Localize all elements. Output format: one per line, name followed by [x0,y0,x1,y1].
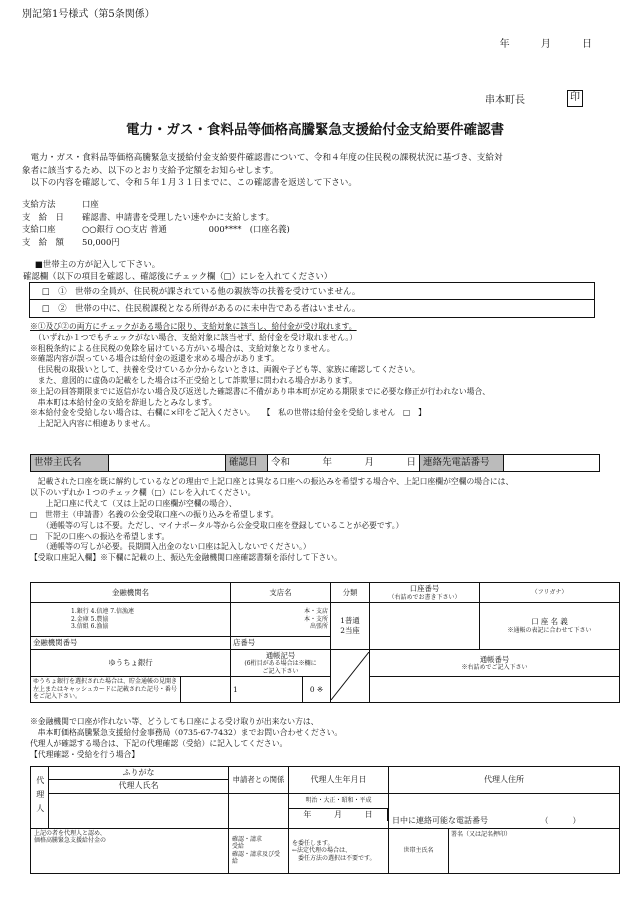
note-line: 串本町は本給付金の支給を辞退したとみなします。 [30,397,217,407]
delegate-text: 上記の者を代理人と認め、 価格高騰緊急支援給付金の [31,828,229,873]
inst-code-cell[interactable] [31,637,231,650]
check-item-1[interactable]: □ ① 世帯の全員が、住民税が課されている他の親族等の扶養を受けていません。 [30,283,594,300]
acct-option-other[interactable]: □ 下記の口座への振込を希望します。 [30,531,170,541]
account-value: ○○銀行 ○○支店 普通 000**** (口座名義) [82,224,290,234]
note-line: 上記記入内容に相違ありません。 [30,419,156,429]
daytime-phone-label: 日中に連絡可能な電話番号 [392,816,488,826]
footer-notes [30,716,620,760]
confirmation-checklist [29,282,595,318]
inst-code-label: 金融機関番号 [33,638,78,648]
agent-table [30,766,620,874]
passbook-sym-note: (6桁目がある場合は※欄に ご記入下さい [244,660,317,675]
confirm-date-label: 確認日 [226,455,268,471]
acct-line: 以下のいずれか１つのチェック欄（□）にレを入れてください。 [30,487,256,497]
passbook-sym-field[interactable] [231,677,303,703]
mayor-label: 串本町長 [485,95,525,106]
sign-label: 署名（又は記名押印） [451,830,512,838]
yucho-label: ゆうちょ銀行 [31,649,231,677]
dob-year: 年 [303,809,312,819]
yucho-spacer [181,677,231,703]
branch-types[interactable]: 本・支店 本・支所 出張所 [231,603,331,637]
hh-name-field[interactable] [109,455,226,471]
seal-mark: 印 [567,90,583,107]
era-options[interactable]: 明治・大正・昭和・平成 [289,793,389,808]
hh-sign-cell[interactable] [389,828,620,873]
holder-cell[interactable] [480,603,620,650]
account-no-header [370,583,480,603]
bank-account-table [30,582,620,703]
note-line: ※本給付金を受給しない場合は、右欄に×印をご記入ください。 【 私の世帯は給付金を受給しません □ 】 [30,408,426,418]
year-label: 年 [499,39,510,50]
institution-header: 金融機関名 [31,583,231,603]
notes [30,322,620,430]
date-label: 支 給 日 [22,211,64,222]
furigana-header: （フリガナ） [480,583,620,603]
section-heading: ■世帯主の方が記入して下さい。 [35,259,161,269]
hh-name-sign-label: 世帯主氏名 [389,829,449,873]
agent-name-field[interactable] [49,793,229,828]
agent-side-label: 代理人 [31,767,49,829]
passbook-no-note: ※右詰めでご記入下さい [461,664,528,672]
hh-name-label: 世帯主氏名 [31,455,109,471]
diagonal-cell [331,649,370,702]
passbook-no-field[interactable] [370,677,620,703]
intro-line: 以下の内容を確認して、令和５年１月３１日までに、この確認書を返送して下さい。 [22,178,357,189]
digit-1: 1 [233,684,238,694]
holder-note: ※通帳の表記に合わせて下さい [507,627,592,634]
agent-name-label: 代理人氏名 [49,780,229,793]
digit-0: 0 [309,684,315,694]
branch-code-label: 店番号 [233,638,256,648]
confirm-date-field[interactable] [268,455,420,471]
relation-label: 申請者との関係 [229,767,289,794]
entrust-text: を委任します。 ←法定代理の場合は、 委任方法の選択は不要です。 [289,828,389,873]
address-field[interactable] [389,793,620,828]
yucho-note: ゆうちょ銀行を選択された場合は、貯金通帳の見開き左上またはキャッシュカードに記載された記号・番号をご記入下さい。 [31,677,181,703]
passbook-sym-header [231,649,331,677]
note-line: ※①及び②の両方にチェックがある場合に限り、支給対象に該当し、給付金が受け取れます。 [30,322,357,331]
dob-day: 日 [364,809,373,819]
household-head-row [30,454,600,472]
intro-line: 象者に該当するため、以下のとおり支給予定額をお知らせします。 [22,165,279,176]
furigana-label: ふりがな [49,767,229,780]
acct-line: 記載された口座を既に解約しているなどの理由で上記口座とは異なる口座への振込みを希望する場合や、上記口座欄が空欄の場合には、 [30,477,514,486]
delegate-options[interactable]: 確認・請求 受給 確認・請求及び受給 [229,828,289,873]
footer-line: 代理人が確認する場合は、下記の代理確認（受給）に記入してください。 [30,739,288,748]
amount-label: 支 給 額 [22,236,64,247]
acct-line: 上記口座に代えて（又は上記の口座欄が空欄の場合）、 [30,498,237,508]
form-number: 別記第1号様式（第5条関係） [22,9,155,20]
phone-field[interactable] [504,455,599,471]
passbook-sym-label: 通帳記号 [265,650,296,660]
account-no-note: （右詰めでお書き下さい） [388,593,461,601]
day-label: 日 [406,457,416,468]
branch-code-cell[interactable] [231,637,331,650]
method-value: 口座 [82,199,99,209]
branch-header: 支店名 [231,583,331,603]
acct-line: （通帳等の写しは不要。ただし、マイナポータル等から公金受取口座を登録していることが必要です。） [30,520,404,530]
address-label: 代理人住所 [389,767,620,794]
note-line: （いずれか１つでもチェックがない場合、支給対象に該当せず、給付金を受け取れません。） [30,332,358,342]
holder-label: 口 座 名 義 [531,617,568,627]
footer-line: 串本町価格高騰緊急支援給付金事務局（0735-67-7432）までお問い合わせください。 [30,728,343,737]
method-label: 支給方法 [22,199,56,209]
account-no-label: 口座番号 [409,584,440,593]
acct-line: （通帳等の写しが必要。長期間入出金のない口座は記入しないでください。） [30,542,311,552]
acct-option-public[interactable]: □ 世帯主（申請書）名義の公金受取口座への振り込みを希望します。 [30,509,279,519]
check-item-2[interactable]: □ ② 世帯の中に、住民税課税となる所得があるのに未申告である者はいません。 [42,303,361,313]
star-mark: ※ [316,684,324,694]
passbook-no-label: 通帳番号 [479,654,510,664]
intro-paragraph [22,152,617,190]
account-label: 支給口座 [22,224,56,234]
footer-line: ※金融機関で口座が作れない等、どうしても口座による受け取りが出来ない方は、 [30,717,319,726]
phone-paren: （ ） [540,816,581,826]
dob-label: 代理人生年月日 [289,767,389,794]
passbook-no-header [370,649,620,677]
passbook-sym-digits[interactable] [303,677,331,703]
payment-info [22,198,290,248]
acct-line: 【受取口座記入欄】※下欄に記載の上、振込先金融機関口座確認書類を添付して下さい。 [30,553,342,563]
diagonal-line [331,652,369,700]
day-label: 日 [582,39,592,50]
date-value: 確認書、申請書を受理したい速やかに支給します。 [82,211,274,222]
era-label: 令和 [271,457,291,468]
month-label: 月 [364,457,374,468]
note-line: ※租税条約による住民税の免除を届けている方がいる場合は、支給対象となりません。 [30,343,335,353]
relation-field[interactable] [229,793,289,828]
dob-month: 月 [333,809,342,819]
amount-value: 50,000円 [82,236,120,247]
type-header: 分類 [331,583,370,603]
dob-field[interactable] [289,809,388,821]
inst-types[interactable]: 1.銀行 4.信連 7.信漁連 2.金庫 5.農協 3.信組 6.漁協 [31,603,231,637]
section-instruction: 確認欄（以下の項目を確認し、確認後にチェック欄（□）にレを入れてください） [23,271,333,281]
footer-line: 【代理確認・受給を行う場合】 [30,750,140,759]
month-label: 月 [540,39,551,50]
account-types[interactable]: 1普通 2当座 [331,603,370,650]
note-line: ※確認内容が誤っている場合は給付金の返還を求める場合があります。 [30,354,279,364]
account-change-section [30,477,620,564]
document-title: 電力・ガス・食料品等価格高騰緊急支援給付金支給要件確認書 [126,122,504,138]
intro-line: 電力・ガス・食料品等価格高騰緊急支援給付金支給要件確認書について、令和４年度の住民税の課税状況に基づき、支給対 [22,153,503,163]
account-no-field[interactable] [370,603,480,650]
note-line: 住民税の取扱いとして、扶養を受けているか分からないときは、両親や子ども等、家族に確認してください。 [30,365,420,375]
note-line: ※上記の回答期限までに返信がない場合及び返送した確認書に不備があり串本町が定める期限までに必要な修正が行われない場合、 [30,386,491,396]
note-line: また、意図的に虚偽の記載をした場合は不正受給として詐欺罪に問われる場合があります。 [30,375,357,385]
date-line [472,38,592,51]
year-label: 年 [322,457,332,468]
phone-label: 連絡先電話番号 [420,455,504,471]
household-section [23,258,333,282]
